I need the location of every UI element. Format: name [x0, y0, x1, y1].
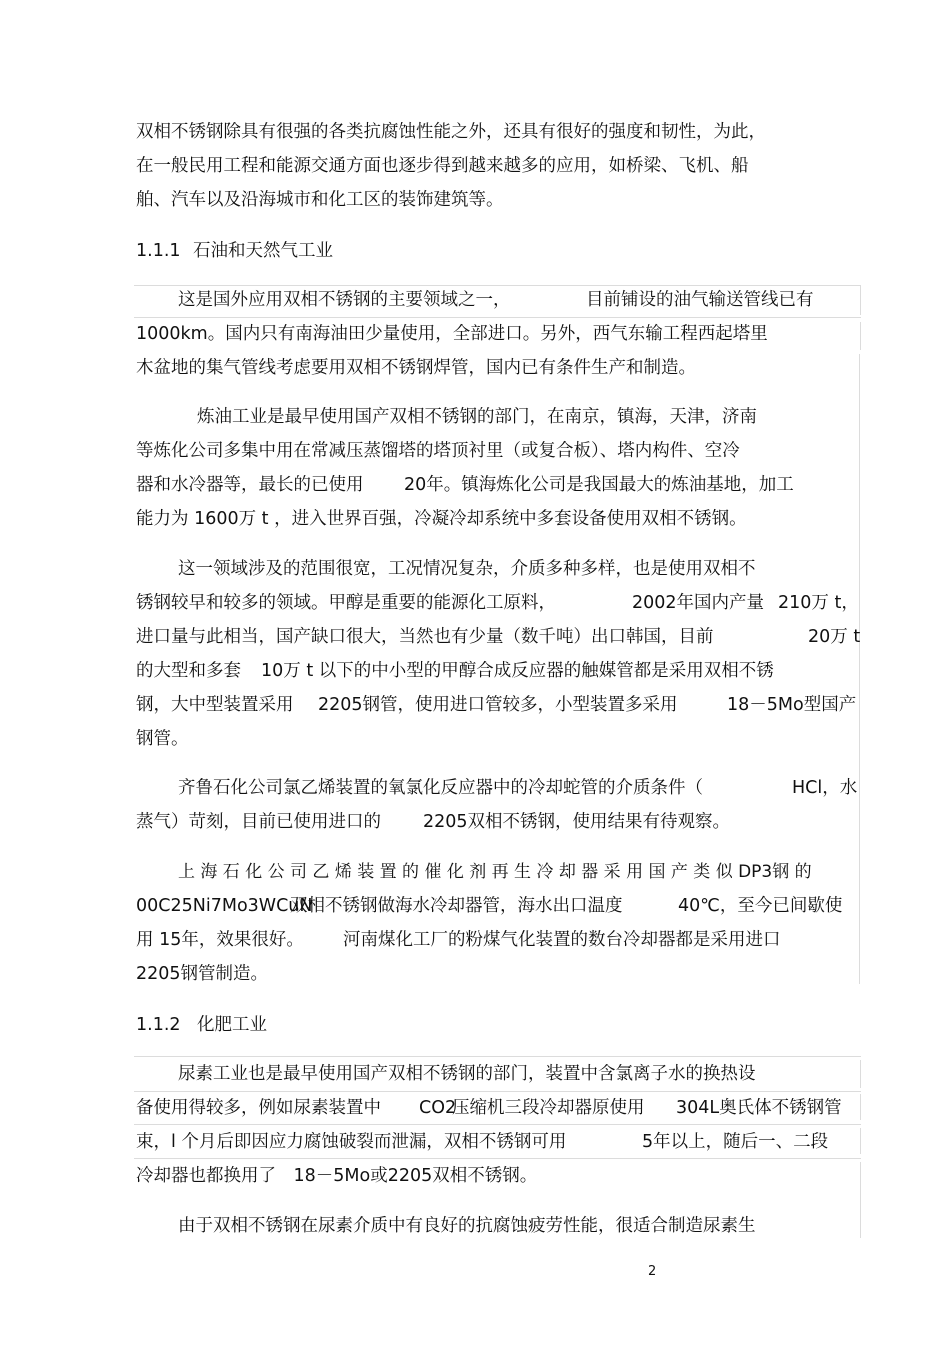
rule-line — [860, 285, 861, 315]
text-segment: 304L奥氏体不锈钢管 — [676, 1098, 842, 1118]
text-segment: 5年以上，随后一、二段 — [642, 1132, 829, 1152]
section-title: 石油和天然气工业 — [193, 241, 333, 261]
text-line: 由于双相不锈钢在尿素介质中有良好的抗腐蚀疲劳性能，很适合制造尿素生 — [178, 1216, 756, 1236]
text-segment: 00C25Ni7Mo3WCuN — [136, 896, 313, 916]
rule-line — [860, 322, 861, 350]
text-segment: 的大型和多套 — [136, 661, 241, 681]
text-line: 炼油工业是最早使用国产双相不锈钢的部门，在南京，镇海，天津，济南 — [197, 407, 757, 427]
text-segment: 束，l 个月后即因应力腐蚀破裂而泄漏，双相不锈钢可用 — [136, 1132, 567, 1152]
text-segment: 20万 t — [808, 627, 861, 647]
text-segment: 进口量与此相当，国产缺口很大，当然也有少量（数千吨）出口韩国，目前 — [136, 627, 714, 647]
text-line: 2205钢管制造。 — [136, 964, 269, 984]
text-segment: 20年。镇海炼化公司是我国最大的炼油基地，加工 — [404, 475, 794, 495]
text-line: 冷却器也都换用了 18－5Mo或2205双相不锈钢。 — [136, 1166, 538, 1186]
page-number: 2 — [648, 1264, 657, 1279]
text-segment: 目前铺设的油气输送管线已有 — [586, 290, 814, 310]
rule-line — [860, 1162, 861, 1238]
text-segment: 齐鲁石化公司氯乙烯装置的氧氯化反应器中的冷却蛇管的介质条件（ — [178, 778, 703, 798]
text-segment: 2205双相不锈钢，使用结果有待观察。 — [423, 812, 731, 832]
text-line: 在一般民用工程和能源交通方面也逐步得到越来越多的应用，如桥梁、飞机、船 — [136, 156, 749, 176]
text-line: 等炼化公司多集中用在常减压蒸馏塔的塔顶衬里（或复合板）、塔内构件、空冷 — [136, 441, 740, 461]
rule-line — [134, 1091, 861, 1092]
rule-line — [860, 1128, 861, 1154]
rule-line — [134, 1056, 861, 1057]
text-segment: 10万 t 以下的中小型的甲醇合成反应器的触媒管都是采用双相不锈 — [261, 661, 774, 681]
rule-line — [860, 1060, 861, 1088]
text-segment: 器和水冷器等，最长的已使用 — [136, 475, 364, 495]
text-segment: 2205钢管，使用进口管较多，小型装置多采用 — [318, 695, 678, 715]
text-segment: 双相不锈钢做海水冷却器管，海水出口温度 — [290, 896, 623, 916]
text-line: 能力为 1600万 t ，进入世界百强，冷凝冷却系统中多套设备使用双相不锈钢。 — [136, 509, 747, 529]
text-segment: 用 15年，效果很好。 — [136, 930, 304, 950]
text-segment: 210万 t， — [778, 593, 859, 613]
text-line: 上 海 石 化 公 司 乙 烯 装 置 的 催 化 剂 再 生 冷 却 器 采 用 国 产 类 似 DP3钢 的 — [178, 862, 812, 882]
section-number: 1.1.1 — [136, 241, 181, 261]
text-segment: 备使用得较多，例如尿素装置中 — [136, 1098, 381, 1118]
text-segment: 2002年国内产量 — [632, 593, 765, 613]
section-number: 1.1.2 — [136, 1015, 181, 1035]
rule-line — [860, 1094, 861, 1120]
text-segment: 40℃，至今已间歇使 — [678, 896, 843, 916]
rule-line — [134, 1158, 861, 1159]
text-segment: 锈钢较早和较多的领域。甲醇是重要的能源化工原料， — [136, 593, 556, 613]
text-segment: 压缩机三段冷却器原使用 — [452, 1098, 645, 1118]
rule-line — [134, 285, 861, 286]
rule-line — [134, 317, 861, 318]
text-segment: 钢，大中型装置采用 — [136, 695, 294, 715]
text-segment: 河南煤化工厂的粉煤气化装置的数台冷却器都是采用进口 — [343, 930, 781, 950]
text-segment: 18－5Mo型国产 — [727, 695, 857, 715]
text-segment: CO2 — [419, 1098, 457, 1118]
text-line: 木盆地的集气管线考虑要用双相不锈钢焊管，国内已有条件生产和制造。 — [136, 358, 696, 378]
text-line: 舶、汽车以及沿海城市和化工区的装饰建筑等。 — [136, 190, 504, 210]
text-segment: 蒸气）苛刻，目前已使用进口的 — [136, 812, 381, 832]
section-title: 化肥工业 — [197, 1015, 267, 1035]
text-line: 这一领域涉及的范围很宽，工况情况复杂，介质多种多样，也是使用双相不 — [178, 559, 756, 579]
text-line: 双相不锈钢除具有很强的各类抗腐蚀性能之外，还具有很好的强度和韧性，为此， — [136, 122, 766, 142]
rule-line — [859, 354, 860, 984]
rule-line — [134, 1124, 861, 1125]
text-segment: 这是国外应用双相不锈钢的主要领域之一， — [178, 290, 511, 310]
text-line: 钢管。 — [136, 729, 189, 749]
text-segment: HCl，水 — [792, 778, 858, 798]
text-line: 1000km。国内只有南海油田少量使用，全部进口。另外，西气东输工程西起塔里 — [136, 324, 768, 344]
text-line: 尿素工业也是最早使用国产双相不锈钢的部门，装置中含氯离子水的换热设 — [178, 1064, 756, 1084]
